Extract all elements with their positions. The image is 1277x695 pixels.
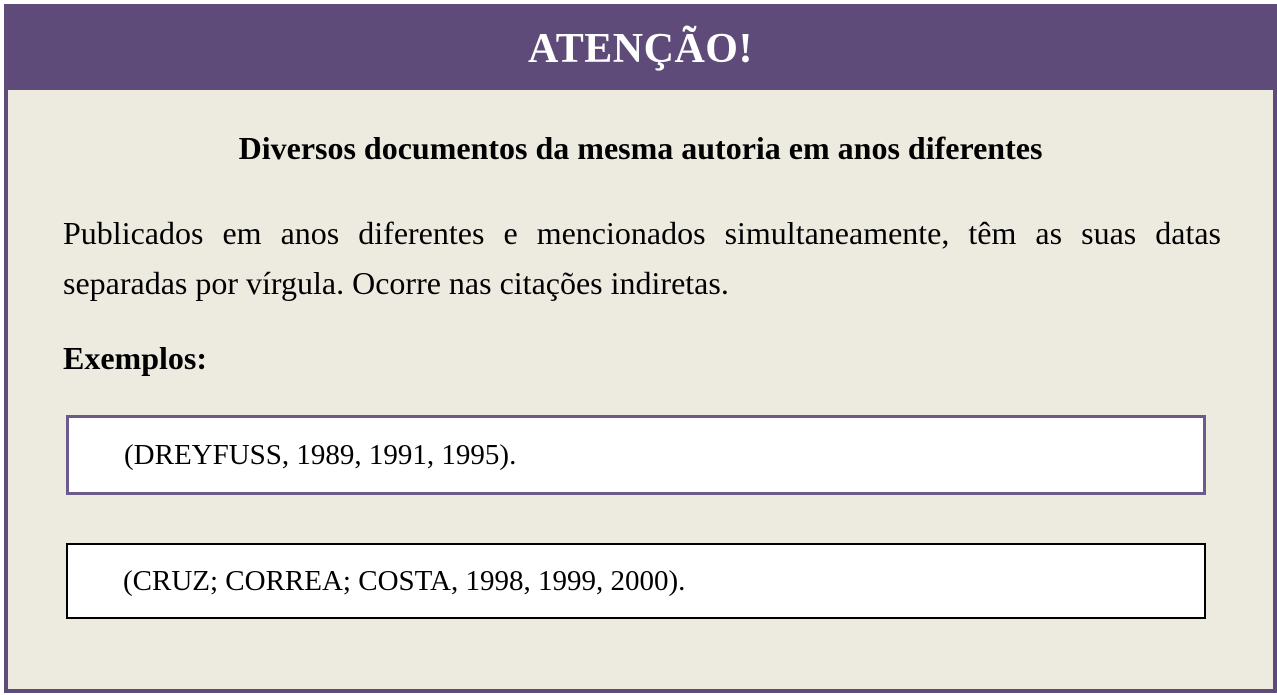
example-citation-2 xyxy=(66,543,1206,619)
explanation-paragraph: Publicados em anos diferentes e mencionados simultaneamente, têm as suas datas separadas por vírgula. Ocorre nas citações indiretas. xyxy=(63,215,1221,301)
attention-title: ATENÇÃO! xyxy=(528,26,753,72)
section-subtitle: Diversos documentos da mesma autoria em anos diferentes xyxy=(238,130,1043,166)
example-citation-1 xyxy=(66,415,1206,495)
example-citation-text: (DREYFUSS, 1989, 1991, 1995). xyxy=(124,439,517,471)
examples-label: Exemplos: xyxy=(63,340,207,376)
attention-box xyxy=(4,4,1277,693)
attention-header xyxy=(8,8,1273,90)
example-citation-text: (CRUZ; CORREA; COSTA, 1998, 1999, 2000). xyxy=(123,565,686,597)
